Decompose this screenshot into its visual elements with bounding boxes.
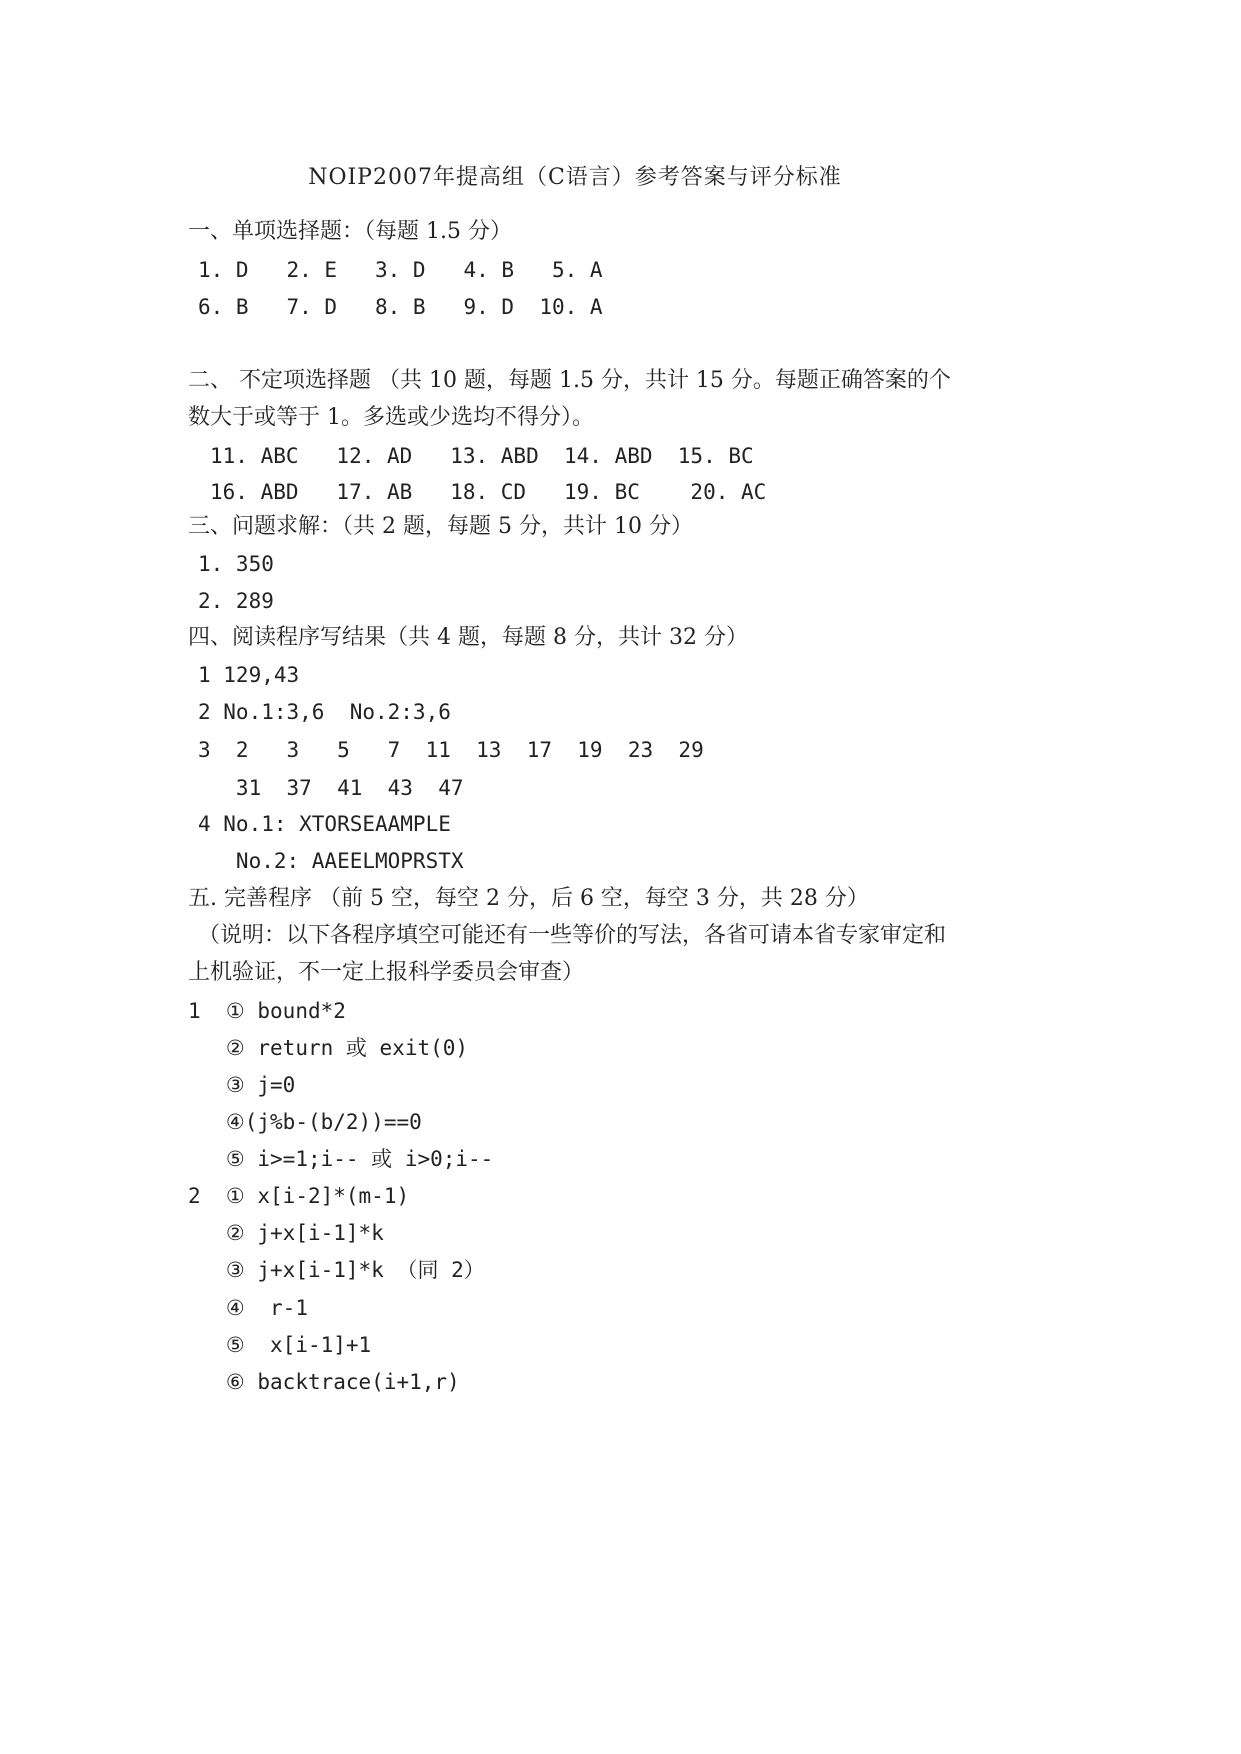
section-4-answer-line: 1 129,43 [198, 663, 300, 687]
program-2-answer-line: ⑥ backtrace(i+1,r) [188, 1370, 460, 1394]
program-1-answer-line: 1 ① bound*2 [188, 999, 346, 1023]
section-2-answer-line: 11. ABC 12. AD 13. ABD 14. ABD 15. BC [210, 444, 754, 468]
section-5-heading: 五. 完善程序 （前 5 空，每空 2 分，后 6 空，每空 3 分，共 28 分） [188, 886, 869, 911]
section-2-heading-cont: 数大于或等于 1。多选或少选均不得分）。 [188, 405, 594, 430]
program-2-answer-line: 2 ① x[i-2]*(m-1) [188, 1184, 410, 1208]
section-2-answer-line: 16. ABD 17. AB 18. CD 19. BC 20. AC [210, 480, 767, 504]
program-1-answer-line: ⑤ i>=1;i-- 或 i>0;i-- [188, 1147, 494, 1171]
section-1-heading: 一、单项选择题：（每题 1.5 分） [188, 219, 512, 244]
program-1-answer-line: ② return 或 exit(0) [188, 1036, 469, 1060]
section-3-heading: 三、问题求解：（共 2 题，每题 5 分，共计 10 分） [188, 514, 693, 539]
section-4-answer-line: 2 No.1:3,6 No.2:3,6 [198, 700, 451, 724]
page-title: NOIP2007年提高组（C语言）参考答案与评分标准 [308, 165, 842, 190]
program-1-answer-line: ③ j=0 [188, 1073, 296, 1097]
program-2-answer-line: ③ j+x[i-1]*k （同 2） [188, 1258, 485, 1282]
program-2-answer-line: ② j+x[i-1]*k [188, 1221, 384, 1245]
section-5-note: （说明：以下各程序填空可能还有一些等价的写法，各省可请本省专家审定和 [198, 923, 947, 948]
section-4-answer-line: 31 37 41 43 47 [198, 776, 464, 800]
program-1-answer-line: ④(j%b-(b/2))==0 [188, 1110, 422, 1134]
section-4-answer-line: 4 No.1: XTORSEAAMPLE [198, 812, 451, 836]
section-3-answer-line: 2. 289 [198, 589, 274, 613]
section-5-note-cont: 上机验证，不一定上报科学委员会审查） [188, 960, 585, 985]
section-4-heading: 四、阅读程序写结果（共 4 题，每题 8 分，共计 32 分） [188, 625, 748, 650]
section-3-answer-line: 1. 350 [198, 552, 274, 576]
section-1-answer-line: 6. B 7. D 8. B 9. D 10. A [198, 295, 603, 319]
section-2-heading: 二、 不定项选择题 （共 10 题，每题 1.5 分，共计 15 分。每题正确答案的个 [188, 368, 951, 393]
section-4-answer-line: No.2: AAEELMOPRSTX [198, 849, 464, 873]
program-2-answer-line: ⑤ x[i-1]+1 [188, 1333, 372, 1357]
section-4-answer-line: 3 2 3 5 7 11 13 17 19 23 29 [198, 738, 704, 762]
program-2-answer-line: ④ r-1 [188, 1296, 308, 1320]
section-1-answer-line: 1. D 2. E 3. D 4. B 5. A [198, 258, 603, 282]
